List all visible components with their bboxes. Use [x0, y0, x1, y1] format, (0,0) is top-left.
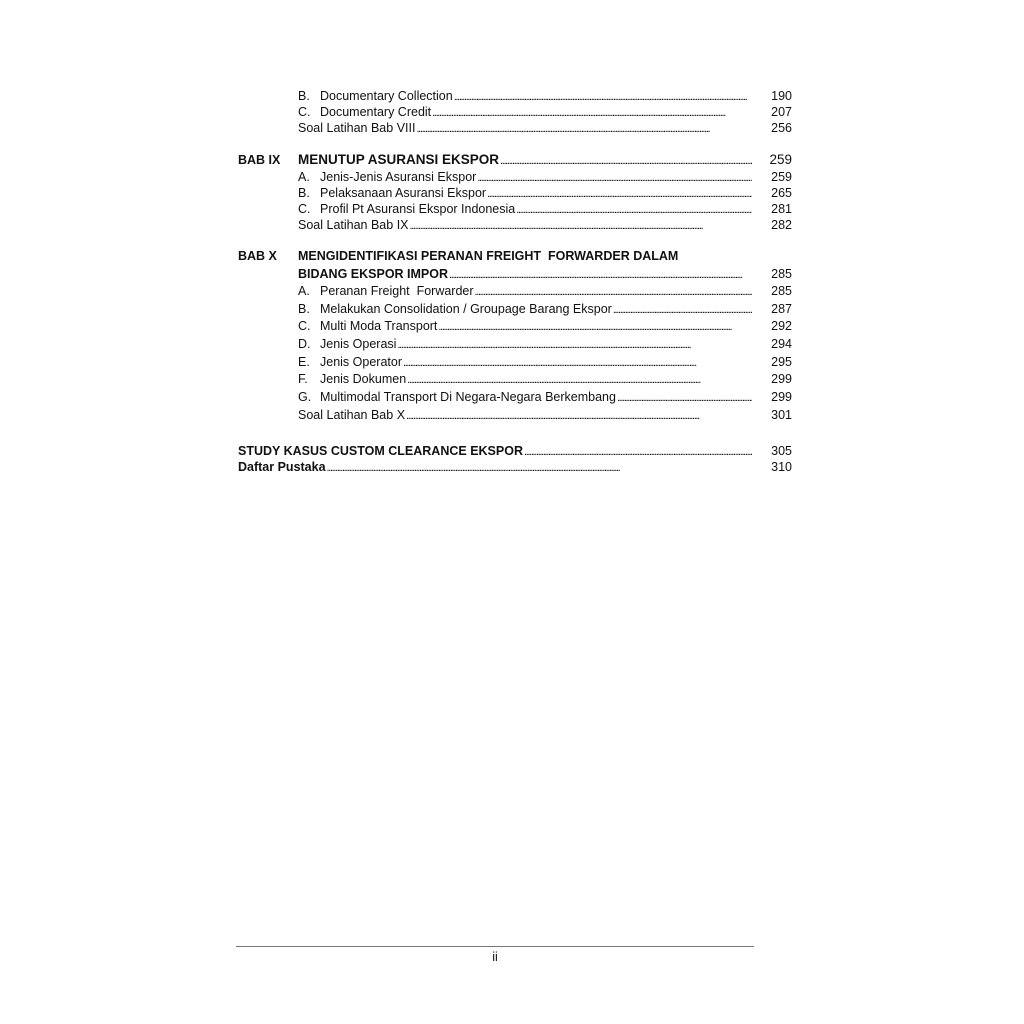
entry-page: 294: [771, 337, 792, 352]
toc-exercise-entry: [238, 407, 792, 425]
entry-title: Documentary Collection: [320, 89, 453, 103]
dot-leader: [410, 217, 753, 234]
entry-title: Multimodal Transport Di Negara-Negara Berkembang: [320, 390, 616, 405]
entry-page: 256: [771, 121, 792, 135]
toc-entry: [238, 336, 792, 354]
entry-title: Jenis-Jenis Asuransi Ekspor: [320, 170, 477, 184]
chapter-label: BAB IX: [238, 153, 281, 167]
entry-page: 285: [771, 284, 792, 298]
page-number: ii: [492, 950, 498, 964]
dot-leader: [454, 88, 752, 105]
toc-entry: [238, 371, 792, 389]
entry-letter: A.: [298, 284, 310, 298]
entry-page: 301: [771, 407, 792, 422]
toc-exercise-entry: [238, 217, 792, 233]
chapter-title-line1: MENGIDENTIFIKASI PERANAN FREIGHT FORWARDER DALAM: [298, 249, 679, 263]
dot-leader: [432, 104, 752, 121]
entry-page: 190: [771, 89, 792, 103]
dot-leader: [516, 201, 752, 218]
entry-letter: G.: [298, 390, 312, 405]
entry-title: Multi Moda Transport: [320, 319, 438, 334]
entry-title: Melakukan Consolidation / Groupage Barang Ekspor: [320, 301, 612, 316]
toc-exercise-entry: [238, 120, 792, 136]
dot-leader: [407, 371, 752, 390]
dot-leader: [524, 443, 752, 460]
entry-title: Profil Pt Asuransi Ekspor Indonesia: [320, 202, 516, 216]
entry-letter: C.: [298, 319, 311, 334]
dot-leader: [438, 318, 752, 337]
entry-title: Soal Latihan Bab IX: [298, 218, 409, 232]
dot-leader: [500, 151, 752, 170]
toc-entry: [238, 88, 792, 104]
entry-letter: B.: [298, 186, 310, 200]
entry-letter: E.: [298, 354, 310, 369]
toc-chapter-bab-x: [238, 247, 792, 265]
entry-title: Soal Latihan Bab X: [298, 407, 406, 422]
toc-entry: [238, 185, 792, 201]
entry-title: Documentary Credit: [320, 105, 432, 119]
entry-page: 299: [771, 372, 792, 387]
entry-page: 310: [771, 459, 792, 474]
dot-leader: [397, 336, 752, 355]
footer-rule: [236, 946, 754, 947]
toc-entry: [238, 318, 792, 336]
entry-title: Jenis Dokumen: [320, 372, 407, 387]
toc-entry: [238, 354, 792, 372]
entry-title: Peranan Freight Forwarder: [320, 284, 474, 298]
toc-entry: [238, 169, 792, 185]
chapter-title-line2: BIDANG EKSPOR IMPOR: [298, 267, 449, 281]
chapter-label: BAB X: [238, 249, 277, 263]
entry-page: 299: [771, 390, 792, 405]
entry-letter: A.: [298, 170, 310, 184]
dot-leader: [477, 169, 752, 186]
entry-title: Daftar Pustaka: [238, 459, 326, 474]
entry-letter: F.: [298, 372, 308, 387]
chapter-page: 259: [769, 152, 792, 167]
dot-leader: [449, 265, 752, 284]
entry-page: 281: [771, 202, 792, 216]
chapter-title: MENUTUP ASURANSI EKSPOR: [298, 152, 500, 167]
entry-page: 305: [771, 443, 792, 458]
dot-leader: [617, 389, 752, 408]
entry-letter: B.: [298, 89, 310, 103]
entry-letter: C.: [298, 202, 311, 216]
dot-leader: [406, 407, 752, 426]
toc-entry: [238, 283, 792, 301]
entry-page: 282: [771, 218, 792, 232]
entry-page: 292: [771, 319, 792, 334]
dot-leader: [613, 301, 752, 320]
toc-chapter-bab-x-continued: [238, 265, 792, 283]
entry-letter: B.: [298, 301, 310, 316]
toc-entry: [238, 201, 792, 217]
entry-title: Pelaksanaan Asuransi Ekspor: [320, 186, 487, 200]
toc-chapter-bab-ix: [238, 151, 792, 169]
toc-entry: [238, 389, 792, 407]
dot-leader: [403, 354, 752, 373]
toc-entry: [238, 301, 792, 319]
dot-leader: [327, 459, 752, 476]
dot-leader: [475, 283, 752, 302]
entry-letter: D.: [298, 337, 311, 352]
toc-study-case: [238, 443, 792, 459]
dot-leader: [487, 185, 752, 202]
entry-title: Jenis Operasi: [320, 337, 397, 352]
entry-page: 287: [771, 301, 792, 316]
entry-title: Soal Latihan Bab VIII: [298, 121, 416, 135]
table-of-contents: [238, 88, 792, 475]
entry-page: 259: [771, 170, 792, 184]
entry-page: 295: [771, 354, 792, 369]
chapter-page: 285: [771, 267, 792, 281]
entry-letter: C.: [298, 105, 311, 119]
toc-bibliography: [238, 459, 792, 475]
entry-page: 265: [771, 186, 792, 200]
dot-leader: [416, 120, 752, 137]
entry-page: 207: [771, 105, 792, 119]
entry-title: STUDY KASUS CUSTOM CLEARANCE EKSPOR: [238, 443, 523, 458]
entry-title: Jenis Operator: [320, 354, 402, 369]
toc-entry: [238, 104, 792, 120]
